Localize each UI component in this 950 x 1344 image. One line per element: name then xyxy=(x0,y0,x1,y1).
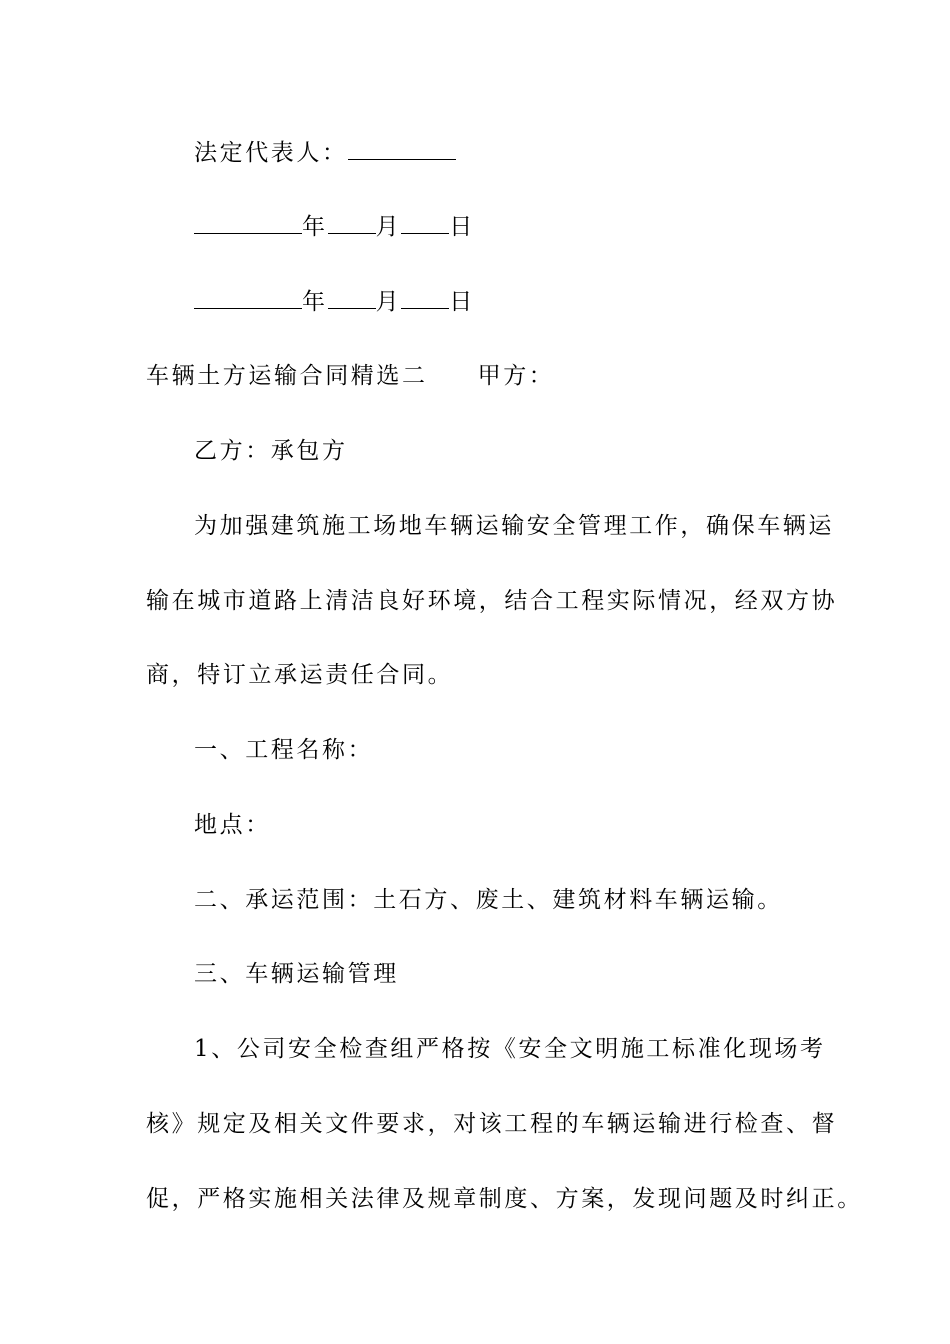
month-blank xyxy=(328,211,376,234)
section-title-line xyxy=(146,361,554,391)
month-label: 月 xyxy=(375,289,402,315)
year-label: 年 xyxy=(302,289,328,315)
year-blank xyxy=(194,211,302,234)
item-2-scope: 二、承运范围：土石方、废土、建筑材料车辆运输。 xyxy=(194,887,783,913)
year-blank xyxy=(194,286,302,309)
day-blank xyxy=(401,211,449,234)
legal-representative-line xyxy=(194,137,456,168)
intro-paragraph-line-3: 商，特订立承运责任合同。 xyxy=(146,662,454,688)
month-blank xyxy=(328,286,376,309)
item-1-project-name: 一、工程名称： xyxy=(194,737,374,763)
party-a-label: 甲方： xyxy=(477,363,555,389)
clause-1-line-2: 核》规定及相关文件要求，对该工程的车辆运输进行检查、督 xyxy=(146,1111,838,1137)
day-blank xyxy=(401,286,449,309)
legal-representative-label: 法定代表人： xyxy=(194,140,348,166)
intro-paragraph-line-2: 输在城市道路上清洁良好环境，结合工程实际情况，经双方协 xyxy=(146,588,838,614)
intro-paragraph-line-1: 为加强建筑施工场地车辆运输安全管理工作，确保车辆运 xyxy=(194,513,834,539)
date-line-1 xyxy=(194,211,475,242)
legal-representative-blank xyxy=(348,137,456,160)
date-line-2 xyxy=(194,286,475,317)
day-label: 日 xyxy=(449,289,475,315)
year-label: 年 xyxy=(302,214,328,240)
section-title: 车辆土方运输合同精选二 xyxy=(146,363,428,389)
month-label: 月 xyxy=(375,214,402,240)
clause-1-line-3: 促，严格实施相关法律及规章制度、方案，发现问题及时纠正。 xyxy=(146,1186,863,1212)
item-3-heading: 三、车辆运输管理 xyxy=(194,961,399,987)
location-line: 地点： xyxy=(194,812,271,838)
party-b-line: 乙方：承包方 xyxy=(194,438,348,464)
clause-1-line-1: 1、公司安全检查组严格按《安全文明施工标准化现场考 xyxy=(194,1036,826,1062)
day-label: 日 xyxy=(449,214,475,240)
